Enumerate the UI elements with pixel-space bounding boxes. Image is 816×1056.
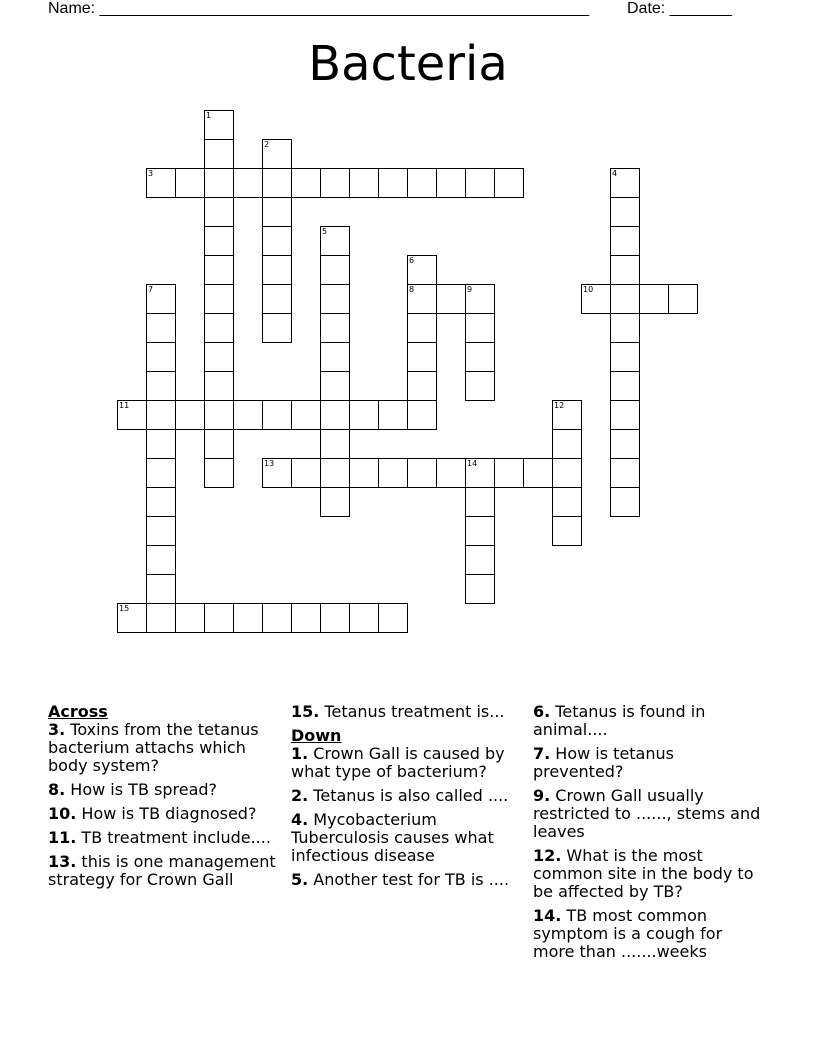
crossword-cell[interactable] [204,168,234,198]
crossword-cell[interactable] [465,168,495,198]
crossword-cell[interactable] [407,371,437,401]
crossword-cell[interactable] [175,168,205,198]
clue-number: 7. [533,744,551,763]
across-clue-list-continued [291,703,519,721]
clue-text: Crown Gall is caused by what type of bacterium? [291,744,505,781]
crossword-cell[interactable] [494,168,524,198]
crossword-cell[interactable] [610,313,640,343]
clue-text: Another test for TB is .... [308,870,510,889]
crossword-cell[interactable] [146,342,176,372]
crossword-cell[interactable] [146,400,176,430]
crossword-cell[interactable] [523,458,553,488]
clue-number: 1. [291,744,309,763]
crossword-cell[interactable] [465,371,495,401]
down-clue-list [291,745,519,889]
clue-number-label: 11 [119,401,130,410]
clue-text: Mycobacterium Tuberculosis causes what infectious disease [291,810,494,865]
crossword-cell[interactable] [465,545,495,575]
crossword-cell[interactable] [320,371,350,401]
crossword-cell[interactable] [610,400,640,430]
crossword-cell[interactable] [146,429,176,459]
clue-item [48,853,280,889]
date-field-label: Date: _______ [627,0,732,17]
crossword-cell[interactable] [204,458,234,488]
crossword-cell[interactable] [262,197,292,227]
clue-item [291,703,519,721]
crossword-cell[interactable] [146,574,176,604]
clue-number-label: 12 [554,401,565,410]
crossword-cell[interactable] [204,197,234,227]
crossword-cell[interactable] [146,313,176,343]
clue-item [291,745,519,781]
crossword-cell[interactable] [639,284,669,314]
crossword-cell[interactable] [349,458,379,488]
crossword-cell[interactable] [378,458,408,488]
clue-text: Toxins from the tetanus bacterium attachs which body system? [48,720,259,775]
clue-item [533,703,763,739]
clue-number: 5. [291,870,309,889]
clue-item [533,907,763,961]
clue-text: this is one management strategy for Crown Gall [48,852,276,889]
crossword-cell[interactable] [668,284,698,314]
crossword-cell[interactable] [291,400,321,430]
crossword-cell[interactable] [204,371,234,401]
crossword-cell[interactable] [552,458,582,488]
crossword-cell[interactable] [204,342,234,372]
crossword-cell[interactable] [262,284,292,314]
name-field-label: Name: _______________________________________________________ [48,0,589,17]
crossword-cell[interactable] [494,458,524,488]
clue-number-label: 13 [264,459,275,468]
clue-number-label: 15 [119,604,130,613]
clue-number-label: 5 [322,227,328,236]
crossword-cell[interactable] [465,342,495,372]
crossword-cell[interactable] [262,313,292,343]
clue-number-label: 3 [148,169,154,178]
clue-number-label: 8 [409,285,415,294]
clues-column-2 [291,703,519,895]
crossword-cell[interactable] [610,342,640,372]
clue-number: 9. [533,786,551,805]
crossword-cell[interactable] [610,487,640,517]
clue-item [533,847,763,901]
crossword-cell[interactable] [320,487,350,517]
across-heading: Across [48,702,108,721]
clue-number-label: 9 [467,285,473,294]
crossword-cell[interactable] [552,429,582,459]
crossword-cell[interactable] [552,516,582,546]
clue-number: 12. [533,846,562,865]
crossword-cell[interactable] [291,603,321,633]
crossword-cell[interactable] [262,168,292,198]
crossword-cell[interactable] [465,574,495,604]
clue-number: 13. [48,852,77,871]
crossword-cell[interactable] [320,458,350,488]
crossword-cell[interactable] [349,168,379,198]
clue-number: 11. [48,828,77,847]
crossword-cell[interactable] [262,603,292,633]
clue-item [291,871,519,889]
crossword-cell[interactable] [610,429,640,459]
crossword-cell[interactable] [320,284,350,314]
crossword-cell[interactable] [204,400,234,430]
clue-item [291,811,519,865]
crossword-cell[interactable] [610,371,640,401]
clue-text: Crown Gall usually restricted to ......, stems and leaves [533,786,761,841]
crossword-cell[interactable] [378,400,408,430]
page-title: Bacteria [308,36,508,92]
crossword-cell[interactable] [610,458,640,488]
clue-item [533,787,763,841]
clue-text: Tetanus treatment is... [319,702,505,721]
clue-number: 4. [291,810,309,829]
crossword-cell[interactable] [378,168,408,198]
crossword-cell[interactable] [320,255,350,285]
clue-text: Tetanus is also called .... [308,786,509,805]
crossword-cell[interactable] [233,168,263,198]
crossword-cell[interactable] [146,487,176,517]
crossword-cell[interactable] [233,400,263,430]
clue-text: TB most common symptom is a cough for more than .......weeks [533,906,723,961]
crossword-cell[interactable] [262,255,292,285]
crossword-cell[interactable] [436,458,466,488]
crossword-cell[interactable] [465,313,495,343]
crossword-cell[interactable] [262,226,292,256]
crossword-cell[interactable] [320,603,350,633]
clues-column-1 [48,703,280,895]
crossword-cell[interactable] [204,226,234,256]
crossword-cell[interactable] [320,342,350,372]
clue-item [48,781,280,799]
clue-number-label: 4 [612,169,618,178]
crossword-cell[interactable] [465,487,495,517]
crossword-cell[interactable] [204,255,234,285]
crossword-cell[interactable] [610,226,640,256]
crossword-cell[interactable] [262,400,292,430]
down-clue-list-continued [533,703,763,961]
crossword-cell[interactable] [407,168,437,198]
crossword-cell[interactable] [610,197,640,227]
crossword-cell[interactable] [146,516,176,546]
crossword-cell[interactable] [407,313,437,343]
clue-item [48,829,280,847]
crossword-cell[interactable] [146,458,176,488]
crossword-cell[interactable] [204,603,234,633]
crossword-cell[interactable] [465,516,495,546]
crossword-cell[interactable] [146,603,176,633]
crossword-cell[interactable] [349,603,379,633]
clue-text: How is TB diagnosed? [76,804,257,823]
clue-item [48,805,280,823]
clue-text: TB treatment include.... [76,828,271,847]
clue-number: 8. [48,780,66,799]
clue-number-label: 6 [409,256,415,265]
clue-item [48,721,280,775]
crossword-cell[interactable] [204,313,234,343]
crossword-cell[interactable] [610,255,640,285]
clues-column-3 [533,703,763,967]
crossword-cell[interactable] [291,458,321,488]
clue-text: How is TB spread? [65,780,218,799]
clue-text: What is the most common site in the body to be affected by TB? [533,846,754,901]
crossword-cell[interactable] [320,313,350,343]
clue-number-label: 1 [206,111,212,120]
crossword-cell[interactable] [407,400,437,430]
clue-text: Tetanus is found in animal.... [533,702,706,739]
clue-number-label: 14 [467,459,478,468]
clue-number-label: 2 [264,140,270,149]
clue-text: How is tetanus prevented? [533,744,674,781]
crossword-cell[interactable] [610,284,640,314]
down-heading: Down [291,726,342,745]
crossword-cell[interactable] [204,139,234,169]
crossword-cell[interactable] [291,168,321,198]
across-clue-list [48,721,280,889]
clue-item [291,787,519,805]
clue-number: 3. [48,720,66,739]
clue-number: 15. [291,702,320,721]
clue-number-label: 7 [148,285,154,294]
crossword-cell[interactable] [552,487,582,517]
crossword-cell[interactable] [436,284,466,314]
clue-item [533,745,763,781]
crossword-cell[interactable] [146,545,176,575]
crossword-cell[interactable] [175,603,205,633]
crossword-cell[interactable] [146,371,176,401]
crossword-cell[interactable] [175,400,205,430]
crossword-cell[interactable] [407,458,437,488]
crossword-cell[interactable] [320,429,350,459]
crossword-cell[interactable] [320,400,350,430]
clue-number: 10. [48,804,77,823]
crossword-cell[interactable] [407,342,437,372]
crossword-cell[interactable] [349,400,379,430]
clue-number: 14. [533,906,562,925]
clue-number-label: 10 [583,285,594,294]
clue-number: 6. [533,702,551,721]
crossword-cell[interactable] [204,284,234,314]
crossword-cell[interactable] [233,603,263,633]
crossword-cell[interactable] [378,603,408,633]
crossword-cell[interactable] [436,168,466,198]
crossword-cell[interactable] [320,168,350,198]
clue-number: 2. [291,786,309,805]
crossword-cell[interactable] [204,429,234,459]
